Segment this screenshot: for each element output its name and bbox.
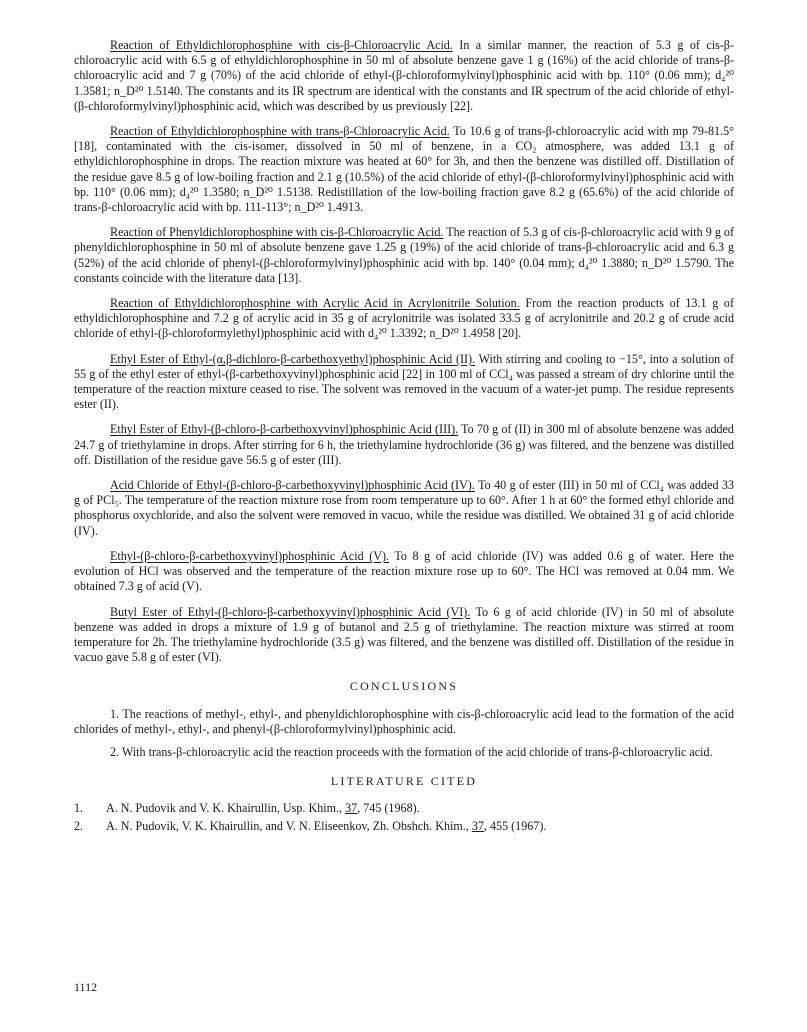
reference-volume: 37 <box>345 801 358 816</box>
paragraph-ester-ii <box>74 352 734 413</box>
paragraph-phenyl-cis <box>74 225 734 286</box>
paragraph-acid-v <box>74 549 734 595</box>
paragraph-heading: Reaction of Ethyldichlorophosphine with cis-β-Chloroacrylic Acid. <box>110 38 453 52</box>
paragraph-heading: Reaction of Phenyldichlorophosphine with cis-β-Chloroacrylic Acid. <box>110 225 444 240</box>
paragraph-ester-vi <box>74 605 734 666</box>
reference-citation: A. N. Pudovik and V. K. Khairullin, Usp. Khim., <box>106 801 346 816</box>
reference-item <box>74 801 734 816</box>
paragraph-chloride-iv <box>74 478 734 539</box>
reference-number: 2. <box>74 818 84 833</box>
paragraph-heading: Acid Chloride of Ethyl-(β-chloro-β-carbethoxyvinyl)phosphinic Acid (IV). <box>110 478 475 493</box>
paragraph-text: To 70 g of (II) in 300 ml of absolute benzene was added 24.7 g of triethylamine in drops. After stirring for 6 h, the triethylamine hydrochloride (36 g) was filtered, and the benzene was distilled off. Distillation of the residue gave 56.5 g of ester (III). <box>74 422 734 467</box>
paragraph-heading: Ethyl Ester of Ethyl-(α,β-dichloro-β-carbethoxyethyl)phosphinic Acid (II). <box>110 351 476 366</box>
page-number: 1112 <box>74 980 98 994</box>
paragraph-text: To 6 g of acid chloride (IV) in 50 ml of absolute benzene was added in drops a mixture of 1.9 g of butanol and 2.5 g of triethylamine. The reaction mixture was stirred at room temperature for 2h. The triethylamine hydrochloride (3.5 g) was filtered, and the benzene was distilled off. Distillation of the residue in vacuo gave 5.8 g of ester (VI). <box>74 604 734 665</box>
paragraph-text: With stirring and cooling to −15°, into a solution of 55 g of the ethyl ester of ethyl-(β-carbethoxyvinyl)phosphinic acid [22] in 100 ml of CCl₄ was passed a stream of dry chlorine until the temperature of the reaction mixture ceased to rise. The solvent was removed in the vacuum of a water-jet pump. The residue represents ester (II). <box>74 351 735 412</box>
paragraph-text: The reaction of 5.3 g of cis-β-chloroacrylic acid with 9 g of phenyldichlorophosphine in 50 ml of absolute benzene gave 1.25 g (19%) of the acid chloride of trans-β-chloroacrylic acid and 6.3 g (52%) of the acid chloride of phenyl-(β-chloroformylvinyl)phosphinic acid with bp. 140° (0.04 mm); d₄²⁰ 1.3880; n_D²⁰ 1.5790. The constants coincide with the literature data [13]. <box>74 225 734 285</box>
reference-text <box>106 801 734 816</box>
reference-text <box>106 819 734 834</box>
article-body <box>74 38 734 836</box>
conclusion-item: 2. With trans-β-chloroacrylic acid the reaction proceeds with the formation of the acid chloride of trans-β-chloroacrylic acid. <box>110 744 713 759</box>
reference-volume: 37 <box>471 818 484 833</box>
paragraph-ester-iii <box>74 422 734 468</box>
literature-title: LITERATURE CITED <box>330 774 478 789</box>
reference-item <box>74 819 734 834</box>
paragraph-text: From the reaction products of 13.1 g of ethyldichlorophosphine and 7.2 g of acrylic acid in 35 g of acrylonitrile was isolated 33.5 g of acrylonitrile and 20.2 g of crude acid chloride of ethyl-(β-chloroformylethyl)phosphinic acid with d₄²⁰ 1.3392; n_D²⁰ 1.4958 [20]. <box>74 296 734 341</box>
paragraph-acrylic <box>74 296 734 342</box>
reference-pages: , 455 (1967). <box>483 818 547 833</box>
conclusion-item: 1. The reactions of methyl-, ethyl-, and phenyldichlorophosphine with cis-β-chloroacrylic acid lead to the formation of the acid chlorides of methyl-, ethyl-, and phenyl-(β-chloroformylvinyl)phosphinic acid. <box>74 706 734 736</box>
paragraph-heading: Ethyl-(β-chloro-β-carbethoxyvinyl)phosphinic Acid (V). <box>110 548 390 563</box>
paragraph-text: In a similar manner, the reaction of 5.3 g of cis-β-chloroacrylic acid with 6.5 g of ethyldichlorophosphine in 50 ml of absolute benzene gave 1 g (16%) of the acid chloride of trans-β-chloroacrylic acid and 7 g (70%) of the acid chloride of ethyl-(β-chloroformylvinyl)phosphinic acid with bp. 110° (0.06 mm); d₄²⁰ 1.3581; n_D²⁰ 1.5140. The constants and its IR spectrum are identical with the constants and IR spectrum of the acid chloride of ethyl-(β-chloroformylvinyl)phosphinic acid, which was described by us previously [22]. <box>74 38 734 113</box>
paragraph-text: To 40 g of ester (III) in 50 ml of CCl₄ was added 33 g of PCl₅. The temperature of the reaction mixture rose from room temperature up to 60°. After 1 h at 60° the formed ethyl chloride and phosphorus oxychloride, and also the solvent were removed in vacuo, while the residue was distilled. We obtained 31 g of acid chloride (IV). <box>74 478 734 538</box>
paragraph-text: To 10.6 g of trans-β-chloroacrylic acid with mp 79-81.5° [18], contaminated with the cis-isomer, dissolved in 50 ml of benzene, in a CO₂ atmosphere, was added 13.1 g of ethyldichlorophosphine in drops. The reaction mixture was heated at 60° for 3h, and then the benzene was distilled off. Distillation of the residue gave 8.5 g of low-boiling fraction and 2.1 g (10.5%) of the acid chloride of ethyl-(β-chloroformylvinyl)phosphinic acid with bp. 110° (0.06 mm); d₄²⁰ 1.3580; n_D²⁰ 1.5138. Redistillation of the low-boiling fraction gave 8.2 g (65.6%) of the acid chloride of trans-β-chloroacrylic acid with bp. 111-113°; n_D²⁰ 1.4913. <box>74 124 734 215</box>
reference-number: 1. <box>74 801 84 816</box>
reference-pages: , 745 (1968). <box>357 801 420 816</box>
paragraph-ethyl-cis <box>74 38 734 114</box>
conclusions-title: CONCLUSIONS <box>349 679 459 694</box>
paragraph-heading: Butyl Ester of Ethyl-(β-chloro-β-carbethoxyvinyl)phosphinic Acid (VI). <box>110 604 471 619</box>
reference-list <box>74 801 734 833</box>
reference-citation: A. N. Pudovik, V. K. Khairullin, and V. N. Eliseenkov, Zh. Obshch. Khim., <box>106 818 472 833</box>
paragraph-heading: Reaction of Ethyldichlorophosphine with Acrylic Acid in Acrylonitrile Solution. <box>110 296 520 311</box>
paragraph-text: To 8 g of acid chloride (IV) was added 0.6 g of water. Here the evolution of HCl was observed and the temperature of the reaction mixture rose up to 60°. The HCl was removed at 0.04 mm. We obtained 7.3 g of acid (V). <box>74 548 734 594</box>
paragraph-heading: Reaction of Ethyldichlorophosphine with trans-β-Chloroacrylic Acid. <box>110 124 450 139</box>
paragraph-ethyl-trans <box>74 124 734 215</box>
paragraph-heading: Ethyl Ester of Ethyl-(β-chloro-β-carbethoxyvinyl)phosphinic Acid (III). <box>110 422 459 437</box>
